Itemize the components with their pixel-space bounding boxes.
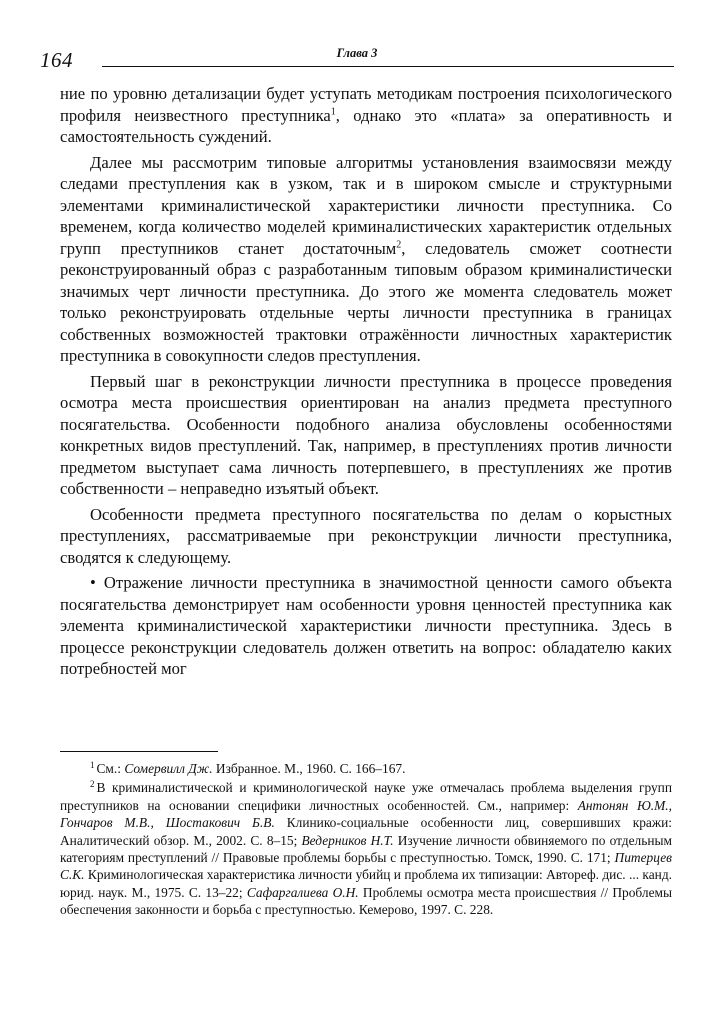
paragraph-text: , однако это «плата» за оперативность и самостоятельность суждений. [60, 105, 672, 146]
footnote-text: См.: [96, 761, 125, 776]
footnote-number: 2 [90, 778, 95, 789]
paragraph [60, 504, 672, 569]
footnote-author: Питерцев С.К. [60, 850, 672, 883]
footnote-text: Криминологическая характеристика личности убийц и проблема их типизации: Автореф. дис. ... канд. юрид. наук. М., 1975. С. 13–22; [60, 867, 672, 900]
paragraph-text: , следователь сможет соотнести реконструированный образ с разработанным типовым образом криминалистически значимых черт личности преступника. До этого же момента следователь может только реконструировать отдельные черты личности преступника в границах собственных возможностей трактовки отражённости личностных характеристик преступника в совокупности следов преступления. [60, 238, 672, 365]
paragraph-text: • Отражение личности преступника в значимостной ценности самого объекта посягательства демонстрирует нам особенности уровня ценностей преступника как элемента криминалистической характеристики личности преступника. Здесь в процессе реконструкции следователь должен ответить на вопрос: обладателю каких потребностей мог [60, 573, 672, 678]
footnote [60, 760, 672, 777]
main-text [60, 83, 672, 684]
paragraph [60, 152, 672, 367]
paragraph-text: ние по уровню детализации будет уступать методикам построения психологического профиля неизвестного преступника [60, 84, 672, 125]
paragraph [60, 371, 672, 500]
paragraph-text: Далее мы рассмотрим типовые алгоритмы установления взаимосвязи между следами преступления как в узком, так и в широком смысле и структурными элементами криминалистической характеристики личности преступника. Со временем, когда количество моделей криминалистических характеристик отдельных групп преступников станет достаточным [60, 152, 672, 258]
footnote-text: Проблемы осмотра места происшествия // Проблемы обеспечения законности и борьба с преступностью. Кемерово, 1997. С. 228. [60, 884, 672, 918]
footnote-rule [60, 751, 218, 752]
footnote-reference: 2 [396, 238, 402, 250]
footnote-author: Ведерников Н.Т. [301, 832, 394, 848]
paragraph-text: Первый шаг в реконструкции личности преступника в процессе проведения осмотра места происшествия ориентирован на анализ предмета преступного посягательства. Особенности подобного анализа обусловлены особенностями конкретных видов преступлений. Так, например, в преступлениях против личности предметом выступает сама личность потерпевшего, в преступлениях же против собственности – неправедно изъятый объект. [60, 371, 672, 498]
footnote-number: 1 [90, 759, 95, 770]
footnote-author: Сомервилл Дж. [124, 761, 213, 776]
footnote-reference: 1 [330, 105, 336, 117]
footnotes [60, 760, 672, 921]
footnote [60, 779, 672, 918]
paragraph-text: Особенности предмета преступного посягательства по делам о корыстных преступлениях, рассматриваемые при реконструкции личности преступника, сводятся к следующему. [60, 504, 672, 567]
paragraph [60, 83, 672, 148]
chapter-title: Глава 3 [336, 46, 378, 60]
page-number: 164 [40, 48, 73, 72]
header-rule [102, 66, 674, 67]
footnote-author: Сафаргалиева О.Н. [246, 884, 359, 900]
page-header [40, 46, 674, 74]
footnote-text: Изучение личности обвиняемого по отдельным категориям преступлений // Правовые проблемы борьбы с преступностью. Томск, 1990. С. 171; [60, 832, 672, 866]
paragraph [60, 572, 672, 680]
footnote-text: Избранное. М., 1960. С. 166–167. [212, 761, 406, 776]
footnote-text: Клинико-социальные особенности лиц, совершивших кражи: Аналитический обзор. М., 2002. С. 8–15; [60, 815, 672, 848]
footnote-author: Антонян Ю.М., Гончаров М.В., Шостакович Б.В. [60, 797, 672, 831]
footnote-text: В криминалистической и криминологической науке уже отмечалась проблема выделения групп преступников на основании специфики личностных особенностей. См., например: [60, 780, 672, 813]
